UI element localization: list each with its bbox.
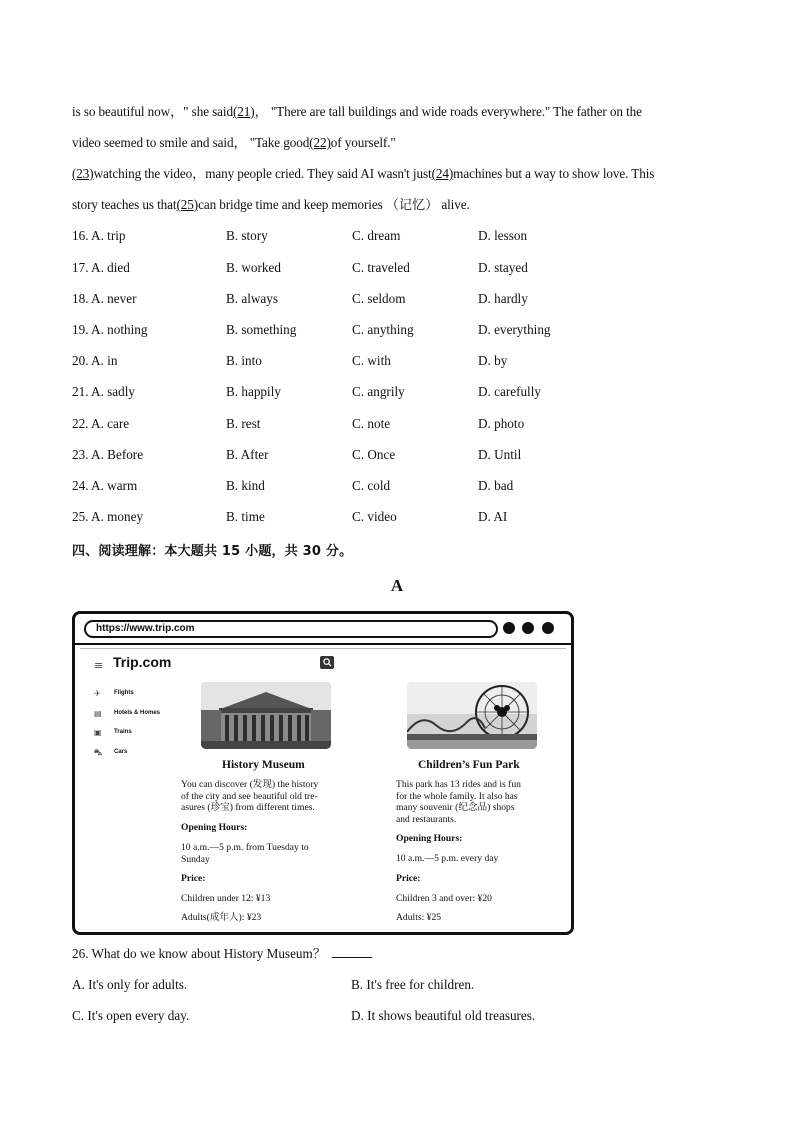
option-row-16	[72, 227, 722, 245]
museum-hours-label: Opening Hours:	[181, 822, 248, 833]
option-c: C. traveled	[352, 260, 410, 275]
option-b: B. kind	[226, 478, 265, 493]
option-d: D. carefully	[478, 384, 541, 399]
nav-label: Trains	[114, 729, 132, 735]
option-b: B. always	[226, 291, 279, 306]
address-bar: https://www.trip.com	[84, 620, 498, 638]
option-row-19	[72, 321, 722, 339]
nav-label: Cars	[114, 749, 128, 755]
blank-number: (25)	[176, 197, 199, 212]
option-b: B. story	[226, 228, 268, 243]
car-icon: ⛍	[94, 748, 103, 757]
passage-text: video seemed to smile and said， "Take good	[72, 135, 310, 150]
option-row-17	[72, 259, 722, 277]
question-26-option-d: D. It shows beautiful old treasures.	[351, 1008, 536, 1023]
option-a: 24. A. warm	[72, 478, 138, 493]
option-row-20	[72, 352, 722, 370]
park-hours: 10 a.m.—5 p.m. every day	[396, 853, 499, 864]
option-a: 16. A. trip	[72, 228, 126, 243]
hamburger-menu-icon: ≡	[94, 659, 104, 672]
window-dot-icon	[522, 622, 534, 634]
option-d: D. hardly	[478, 291, 528, 306]
option-d: D. stayed	[478, 260, 528, 275]
browser-illustration	[72, 611, 574, 935]
site-logo: Trip.com	[113, 654, 172, 670]
option-c: C. seldom	[352, 291, 406, 306]
option-d: D. AI	[478, 509, 508, 524]
passage-line-1	[72, 103, 722, 121]
option-c: C. angrily	[352, 384, 405, 399]
blank-number: (23)	[72, 166, 94, 181]
passage-text: ， "There are tall buildings and wide roads everywhere." The father on the	[254, 104, 642, 119]
window-dot-icon	[542, 622, 554, 634]
answer-blank[interactable]	[332, 945, 372, 958]
option-c: C. dream	[352, 228, 401, 243]
park-photo	[407, 682, 537, 749]
option-a: 23. A. Before	[72, 447, 144, 462]
ferris-wheel-image	[407, 682, 537, 749]
option-c: C. video	[352, 509, 397, 524]
option-a: 19. A. nothing	[72, 322, 148, 337]
option-d: D. bad	[478, 478, 514, 493]
option-d: D. lesson	[478, 228, 528, 243]
option-row-22	[72, 415, 722, 433]
museum-building-image	[201, 682, 331, 749]
option-a: 18. A. never	[72, 291, 137, 306]
option-a: 22. A. care	[72, 416, 130, 431]
browser-content	[80, 648, 566, 927]
park-price-adults: Adults: ¥25	[396, 912, 442, 923]
option-c: C. Once	[352, 447, 396, 462]
option-a: 20. A. in	[72, 353, 118, 368]
museum-description: You can discover (发现) the history of the city and see beautiful old tre- asures (珍宝) from different times.	[181, 779, 319, 813]
option-row-21	[72, 383, 722, 401]
nav-label: Hotels & Homes	[114, 710, 161, 716]
museum-price-children: Children under 12: ¥13	[181, 893, 271, 904]
question-26-option-b: B. It's free for children.	[351, 977, 475, 992]
park-title: Children’s Fun Park	[418, 759, 520, 771]
option-row-25	[72, 508, 722, 526]
plane-icon: ✈	[94, 689, 101, 698]
blank-number: (24)	[431, 166, 454, 181]
museum-price-label: Price:	[181, 873, 206, 884]
topbar-divider	[75, 643, 571, 645]
blank-number: (22)	[309, 135, 331, 150]
option-b: B. something	[226, 322, 297, 337]
option-row-24	[72, 477, 722, 495]
question-26-stem	[72, 945, 372, 963]
option-d: D. everything	[478, 322, 551, 337]
option-row-18	[72, 290, 722, 308]
nav-label: Flights	[114, 690, 134, 696]
option-a: 21. A. sadly	[72, 384, 136, 399]
option-a: 25. A. money	[72, 509, 144, 524]
museum-photo	[201, 682, 331, 749]
option-b: B. time	[226, 509, 265, 524]
option-d: D. photo	[478, 416, 525, 431]
option-c: C. anything	[352, 322, 414, 337]
museum-title: History Museum	[222, 759, 305, 771]
park-price-children: Children 3 and over: ¥20	[396, 893, 492, 904]
passage-line-2	[72, 134, 722, 152]
option-c: C. with	[352, 353, 391, 368]
section-heading: 四、阅读理解：本大题共 15 小题，共 30 分。	[72, 544, 353, 559]
park-price-label: Price:	[396, 873, 421, 884]
option-d: D. Until	[478, 447, 522, 462]
passage-text: watching the video，many people cried. They said AI wasn't just	[93, 166, 432, 181]
hotel-icon: ▤	[94, 709, 102, 718]
passage-text: story teaches us that	[72, 197, 177, 212]
question-text: 26. What do we know about History Museum？	[72, 946, 326, 961]
blank-number: (21)	[232, 104, 255, 119]
passage-text: is so beautiful now，" she said	[72, 104, 233, 119]
museum-price-adults: Adults(成年人): ¥23	[181, 912, 262, 923]
option-b: B. rest	[226, 416, 261, 431]
passage-text: can bridge time and keep memories （记忆） alive.	[198, 197, 470, 212]
option-b: B. worked	[226, 260, 281, 275]
passage-line-3	[72, 165, 722, 183]
question-26-option-a: A. It's only for adults.	[72, 977, 188, 992]
option-b: B. happily	[226, 384, 281, 399]
option-d: D. by	[478, 353, 508, 368]
option-b: B. After	[226, 447, 269, 462]
option-row-23	[72, 446, 722, 464]
window-dot-icon	[503, 622, 515, 634]
passage-text: of yourself."	[330, 135, 396, 150]
train-icon: ▣	[94, 728, 102, 737]
park-description: This park has 13 rides and is fun for the whole family. It also has many souvenir (纪念品) shops and restaurants.	[396, 779, 521, 825]
passage-label: A	[390, 576, 404, 595]
browser-topbar	[75, 614, 571, 640]
passage-line-4	[72, 196, 722, 214]
passage-text: machines but a way to show love. This	[453, 166, 655, 181]
museum-hours: 10 a.m.—5 p.m. from Tuesday to Sunday	[181, 842, 309, 865]
search-icon	[320, 656, 334, 669]
option-c: C. cold	[352, 478, 391, 493]
option-b: B. into	[226, 353, 262, 368]
question-26-option-c: C. It's open every day.	[72, 1008, 190, 1023]
park-hours-label: Opening Hours:	[396, 833, 463, 844]
option-c: C. note	[352, 416, 391, 431]
option-a: 17. A. died	[72, 260, 130, 275]
